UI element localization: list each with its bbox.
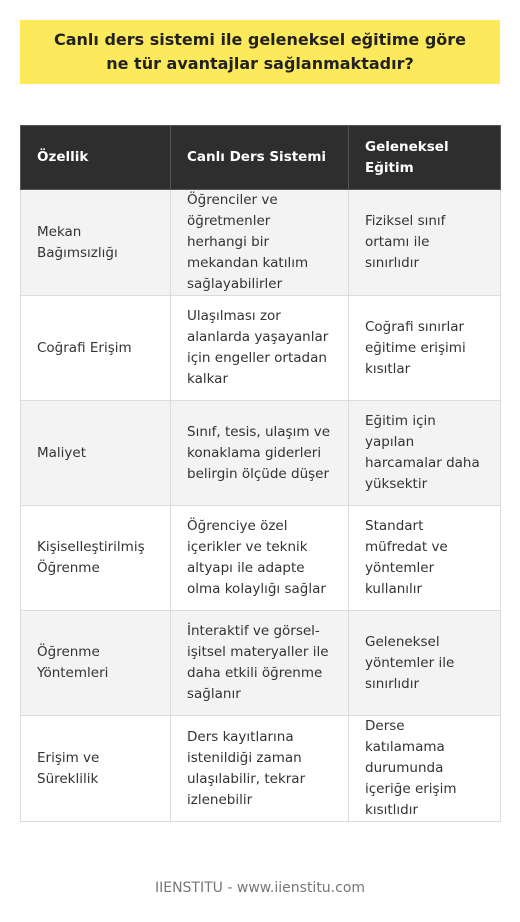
- table-row: [21, 506, 501, 611]
- cell-traditional: Derse katılamama durumunda içeriğe erişim kısıtlıdır: [349, 716, 501, 822]
- table-row: [21, 190, 501, 296]
- cell-live-class: Öğrenciye özel içerikler ve teknik altyapı ile adapte olma kolaylığı sağlar: [171, 506, 349, 611]
- cell-live-class: Öğrenciler ve öğretmenler herhangi bir mekandan katılım sağlayabilirler: [171, 190, 349, 296]
- cell-feature: Öğrenme Yöntemleri: [21, 611, 171, 716]
- cell-traditional: Geleneksel yöntemler ile sınırlıdır: [349, 611, 501, 716]
- table-row: [21, 716, 501, 822]
- header-feature: Özellik: [21, 126, 171, 190]
- cell-traditional: Fiziksel sınıf ortamı ile sınırlıdır: [349, 190, 501, 296]
- cell-live-class: İnteraktif ve görsel-işitsel materyaller ile daha etkili öğrenme sağlanır: [171, 611, 349, 716]
- cell-feature: Erişim ve Süreklilik: [21, 716, 171, 822]
- cell-traditional: Coğrafi sınırlar eğitime erişimi kısıtlar: [349, 296, 501, 401]
- cell-traditional: Eğitim için yapılan harcamalar daha yüksektir: [349, 401, 501, 506]
- table-header-row: [21, 126, 501, 190]
- cell-feature: Maliyet: [21, 401, 171, 506]
- cell-traditional: Standart müfredat ve yöntemler kullanılır: [349, 506, 501, 611]
- page-title: Canlı ders sistemi ile geleneksel eğitime göre ne tür avantajlar sağlanmaktadır?: [53, 30, 467, 73]
- table-row: [21, 296, 501, 401]
- cell-live-class: Ders kayıtlarına istenildiği zaman ulaşılabilir, tekrar izlenebilir: [171, 716, 349, 822]
- header-traditional: Geleneksel Eğitim: [349, 126, 501, 190]
- comparison-table: [20, 125, 501, 822]
- table-row: [21, 611, 501, 716]
- cell-feature: Kişiselleştirilmiş Öğrenme: [21, 506, 171, 611]
- header-live-class: Canlı Ders Sistemi: [171, 126, 349, 190]
- footer-credit: IIENSTITU - www.iienstitu.com: [154, 880, 366, 896]
- cell-live-class: Sınıf, tesis, ulaşım ve konaklama giderleri belirgin ölçüde düşer: [171, 401, 349, 506]
- cell-live-class: Ulaşılması zor alanlarda yaşayanlar için engeller ortadan kalkar: [171, 296, 349, 401]
- table-row: [21, 401, 501, 506]
- title-banner: [20, 20, 500, 84]
- cell-feature: Coğrafi Erişim: [21, 296, 171, 401]
- cell-feature: Mekan Bağımsızlığı: [21, 190, 171, 296]
